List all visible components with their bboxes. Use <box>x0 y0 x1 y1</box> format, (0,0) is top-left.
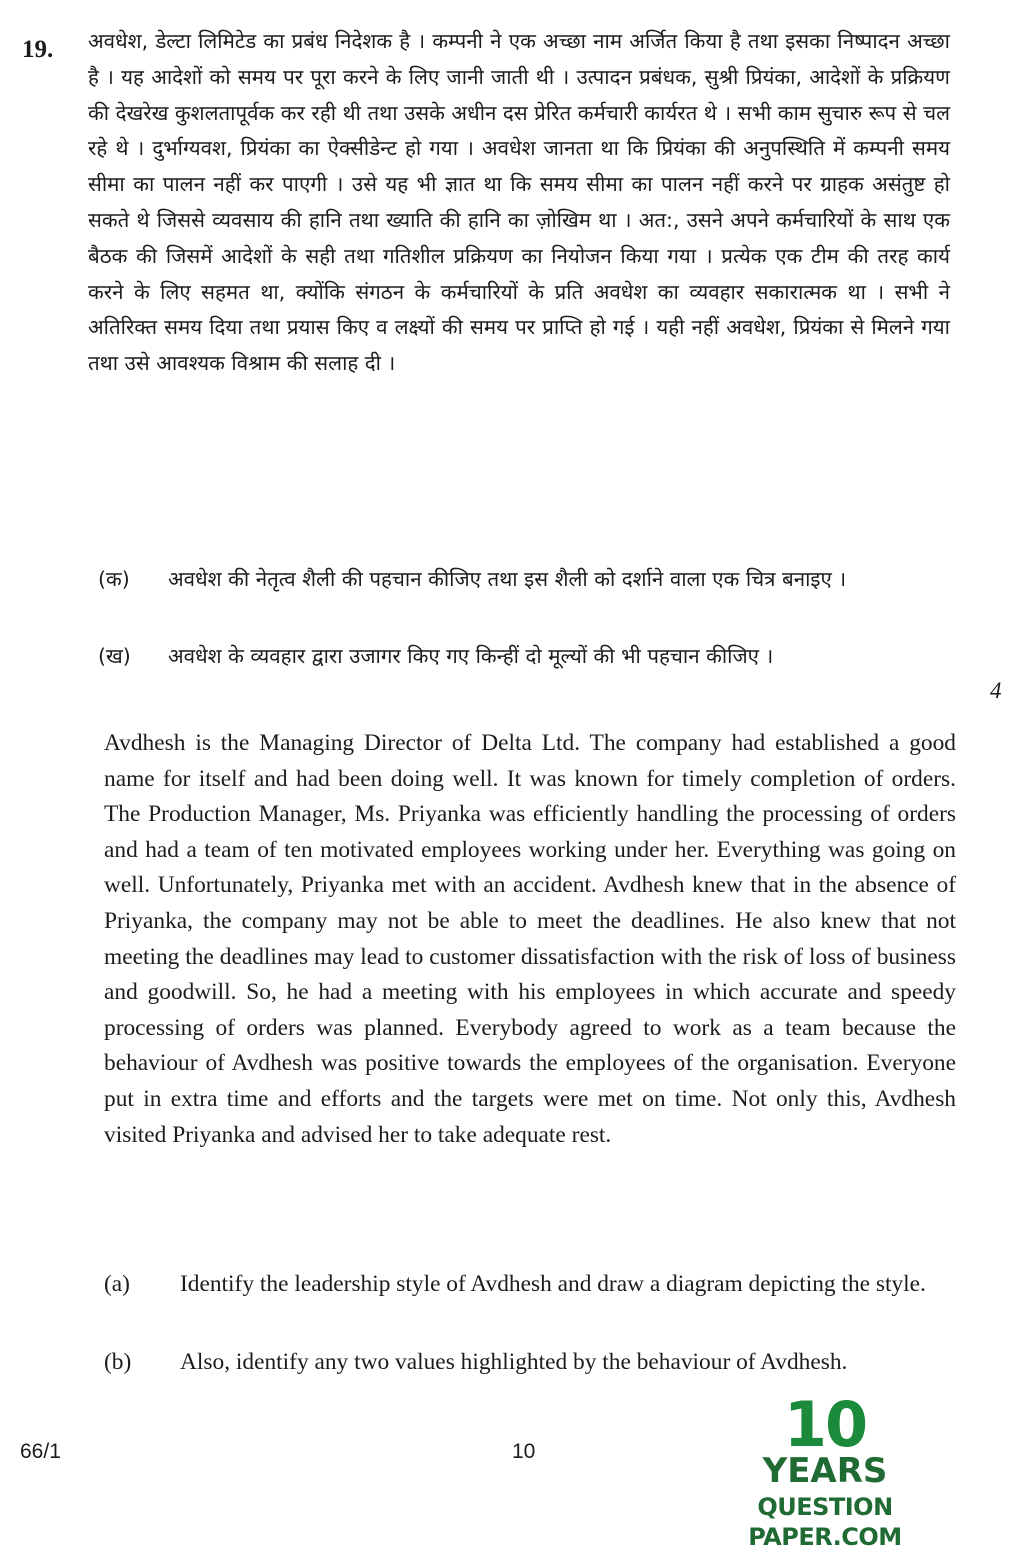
hindi-part-label: (क) <box>98 567 130 591</box>
watermark-word: YEARS <box>762 1451 888 1491</box>
watermark-site: QUESTION PAPER.COM <box>748 1493 902 1551</box>
hindi-part-text: अवधेश के व्यवहार द्वारा उजागर किए गए किन्हीं दो मूल्यों की भी पहचान कीजिए । <box>168 644 774 668</box>
english-part-label: (a) <box>104 1271 130 1297</box>
hindi-part-label: (ख) <box>98 644 131 668</box>
question-text-hindi: अवधेश, डेल्टा लिमिटेड का प्रबंध निदेशक है । कम्पनी ने एक अच्छा नाम अर्जित किया है तथा इसका निष्पादन अच्छा है । यह आदेशों को समय पर पूरा करने के लिए जानी जाती थी । उत्पादन प्रबंधक, सुश्री प्रियंका, आदेशों के प्रक्रियण की देखरेख कुशलतापूर्वक कर रही थी तथा उसके अधीन दस प्रेरित कर्मचारी कार्यरत थे । सभी काम सुचारु रूप से चल रहे थे । दुर्भाग्यवश, प्रियंका का ऐक्सीडेन्ट हो गया । अवधेश जानता था कि प्रियंका की अनुपस्थिति में कम्पनी समय सीमा का पालन नहीं कर पाएगी । उसे यह भी ज्ञात था कि समय सीमा का पालन नहीं करने पर ग्राहक असंतुष्ट हो सकते थे जिससे व्यवसाय की हानि तथा ख्याति की हानि का ज़ोखिम था । अत:, उसने अपने कर्मचारियों के साथ एक बैठक की जिसमें आदेशों के सही तथा गतिशील प्रक्रियण का नियोजन किया गया । प्रत्येक एक टीम की तरह कार्य करने के लिए सहमत था, क्योंकि संगठन के कर्मचारियों के प्रति अवधेश का व्यवहार सकारात्मक था । सभी ने अतिरिक्त समय दिया तथा प्रयास किए व लक्ष्यों की समय पर प्राप्ति हो गई । यही नहीं अवधेश, प्रियंका से मिलने गया तथा उसे आवश्यक विश्राम की सलाह दी । <box>88 29 950 376</box>
question-number: 19. <box>22 36 54 63</box>
question-text-english: Avdhesh is the Managing Director of Delta Ltd. The company had established a good name for itself and had been doing well. It was known for timely completion of orders. The Production Manager, Ms. Priyanka was efficiently handling the processing of orders and had a team of ten motivated employees working under her. Everything was going on well. Unfortunately, Priyanka met with an accident. Avdhesh knew that in the absence of Priyanka, the company may not be able to meet the deadlines. He also knew that not meeting the deadlines may lead to customer dissatisfaction with the risk of loss of business and goodwill. So, he had a meeting with his employees in which accurate and speedy processing of orders was planned. Everybody agreed to work as a team because the behaviour of Avdhesh was positive towards the employees of the organisation. Everyone put in extra time and efforts and the targets were met on time. Not only this, Avdhesh visited Priyanka and advised her to take adequate rest. <box>104 730 956 1148</box>
watermark-number: 10 <box>783 1388 867 1461</box>
english-part-text: Also, identify any two values highlighted by the behaviour of Avdhesh. <box>180 1349 848 1375</box>
paper-code: 66/1 <box>20 1440 61 1463</box>
english-part-text: Identify the leadership style of Avdhesh and draw a diagram depicting the style. <box>180 1271 926 1297</box>
hindi-part-text: अवधेश की नेतृत्व शैली की पहचान कीजिए तथा इस शैली को दर्शाने वाला एक चित्र बनाइए । <box>168 567 847 591</box>
english-part-a <box>104 1267 960 1337</box>
hindi-part-ka <box>98 563 958 627</box>
page-number: 10 <box>512 1440 536 1463</box>
question-marks: 4 <box>990 678 1002 703</box>
watermark-logo <box>700 1388 950 1551</box>
hindi-part-kha <box>98 640 958 704</box>
english-part-label: (b) <box>104 1349 132 1375</box>
